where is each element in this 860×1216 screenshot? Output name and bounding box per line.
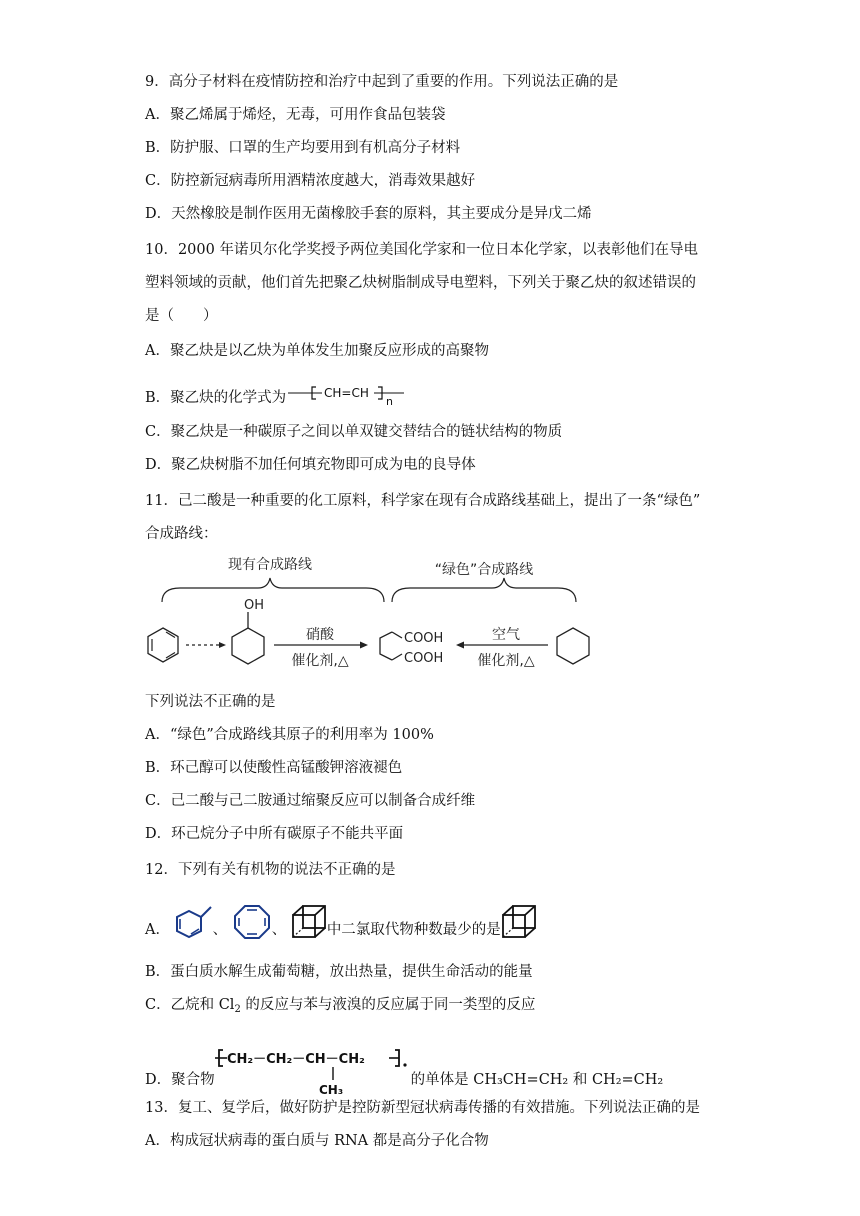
q11-stem-line2: 合成路线： [145,526,218,542]
q10-option-b [145,382,406,414]
q10-stem-line2: 塑料领域的贡献，他们首先把聚乙炔树脂制成导电塑料，下列关于聚乙炔的叙述错误的 [145,275,696,291]
adipic-acid-structure [380,631,443,666]
polyacetylene-repeat-unit: CH=CH [324,386,370,400]
q11-option-c: C．己二酸与己二胺通过缩聚反应可以制备合成纤维 [145,793,476,809]
q10-option-b-prefix: B．聚乙炔的化学式为 [145,390,287,406]
synthesis-scheme [140,552,610,684]
q9-option-d: D．天然橡胶是制作医用无菌橡胶手套的原料，其主要成分是异戊二烯 [145,206,592,222]
green-route-label: “绿色”合成路线 [434,562,534,578]
reagent-catalyst-2: 催化剂,△ [477,653,535,669]
reagent-air: 空气 [492,627,520,643]
q9-option-b: B．防护服、口罩的生产均要用到有机高分子材料 [145,140,461,156]
q12-option-d: D．聚合物 CH₂－CH₂－CH－CH₂ CH₃ 的单体是 CH₃CH=CH₂ 和 CH₂=CH₂ [145,1046,663,1104]
polyacetylene-n: n [386,395,394,408]
q10-option-d: D．聚乙炔树脂不加任何填充物即可成为电的良导体 [145,457,476,473]
cubane-structure-answer [501,903,537,957]
q11-option-d: D．环己烷分子中所有碳原子不能共平面 [145,826,404,842]
cubane-structure [291,903,327,957]
q13-stem: 13．复工、复学后，做好防护是控防新型冠状病毒传播的有效措施。下列说法正确的是 [145,1100,700,1116]
q10-option-a: A．聚乙炔是以乙炔为单体发生加聚反应形成的高聚物 [145,343,489,359]
green-route-brace [392,578,576,602]
benzene-structure [148,628,178,662]
ethylbenzene-like-structure [175,903,213,957]
q9-option-c: C．防控新冠病毒所用酒精浓度越大，消毒效果越好 [145,173,476,189]
q11-stem-line1: 11．己二酸是一种重要的化工原料，科学家在现有合成路线基础上，提出了一条“绿色” [145,493,701,509]
reagent-nitric-acid: 硝酸 [306,627,334,643]
polymer-main-chain: CH₂－CH₂－CH－CH₂ [226,1052,365,1067]
cyclohexanol-structure [232,598,264,664]
q12-option-b: B．蛋白质水解生成葡萄糖，放出热量，提供生命活动的能量 [145,964,533,980]
polymer-branch: CH₃ [318,1083,343,1097]
q10-option-c: C．聚乙炔是一种碳原子之间以单双键交替结合的链状结构的物质 [145,424,563,440]
q12-stem: 12．下列有关有机物的说法不正确的是 [145,862,396,878]
q9-option-a: A．聚乙烯属于烯烃，无毒，可用作食品包装袋 [145,107,446,123]
polymer-structure [215,1046,411,1104]
existing-route-label: 现有合成路线 [228,557,312,573]
q10-stem-line3: 是（ ） [145,308,218,324]
q10-stem-line1: 10．2000 年诺贝尔化学奖授予两位美国化学家和一位日本化学家，以表彰他们在导电 [145,242,698,258]
cyclooctatetraene-structure [232,903,272,957]
existing-route-brace [162,578,384,602]
q9-stem: 9．高分子材料在疫情防控和治疗中起到了重要的作用。下列说法正确的是 [145,74,619,90]
q11-option-a: A．“绿色”合成路线其原子的利用率为 100% [145,727,434,743]
reagent-catalyst-1: 催化剂,△ [291,653,349,669]
q11-lead: 下列说法不正确的是 [145,694,276,710]
q13-option-a: A．构成冠状病毒的蛋白质与 RNA 都是高分子化合物 [145,1133,489,1149]
cyclohexane-structure [557,628,589,664]
q12-option-c: C．乙烷和 $Cl_2$ 的反应与苯与液溴的反应属于同一类型的反应 [145,997,536,1015]
svg-text:COOH: COOH [404,651,444,666]
q12-option-a: A． 、 、 中二氯取代物种数最少的是 [145,903,537,957]
svg-text:OH: OH [244,598,265,613]
svg-text:COOH: COOH [404,631,444,646]
polyacetylene-formula [286,382,406,414]
q11-option-b: B．环己醇可以使酸性高锰酸钾溶液褪色 [145,760,403,776]
